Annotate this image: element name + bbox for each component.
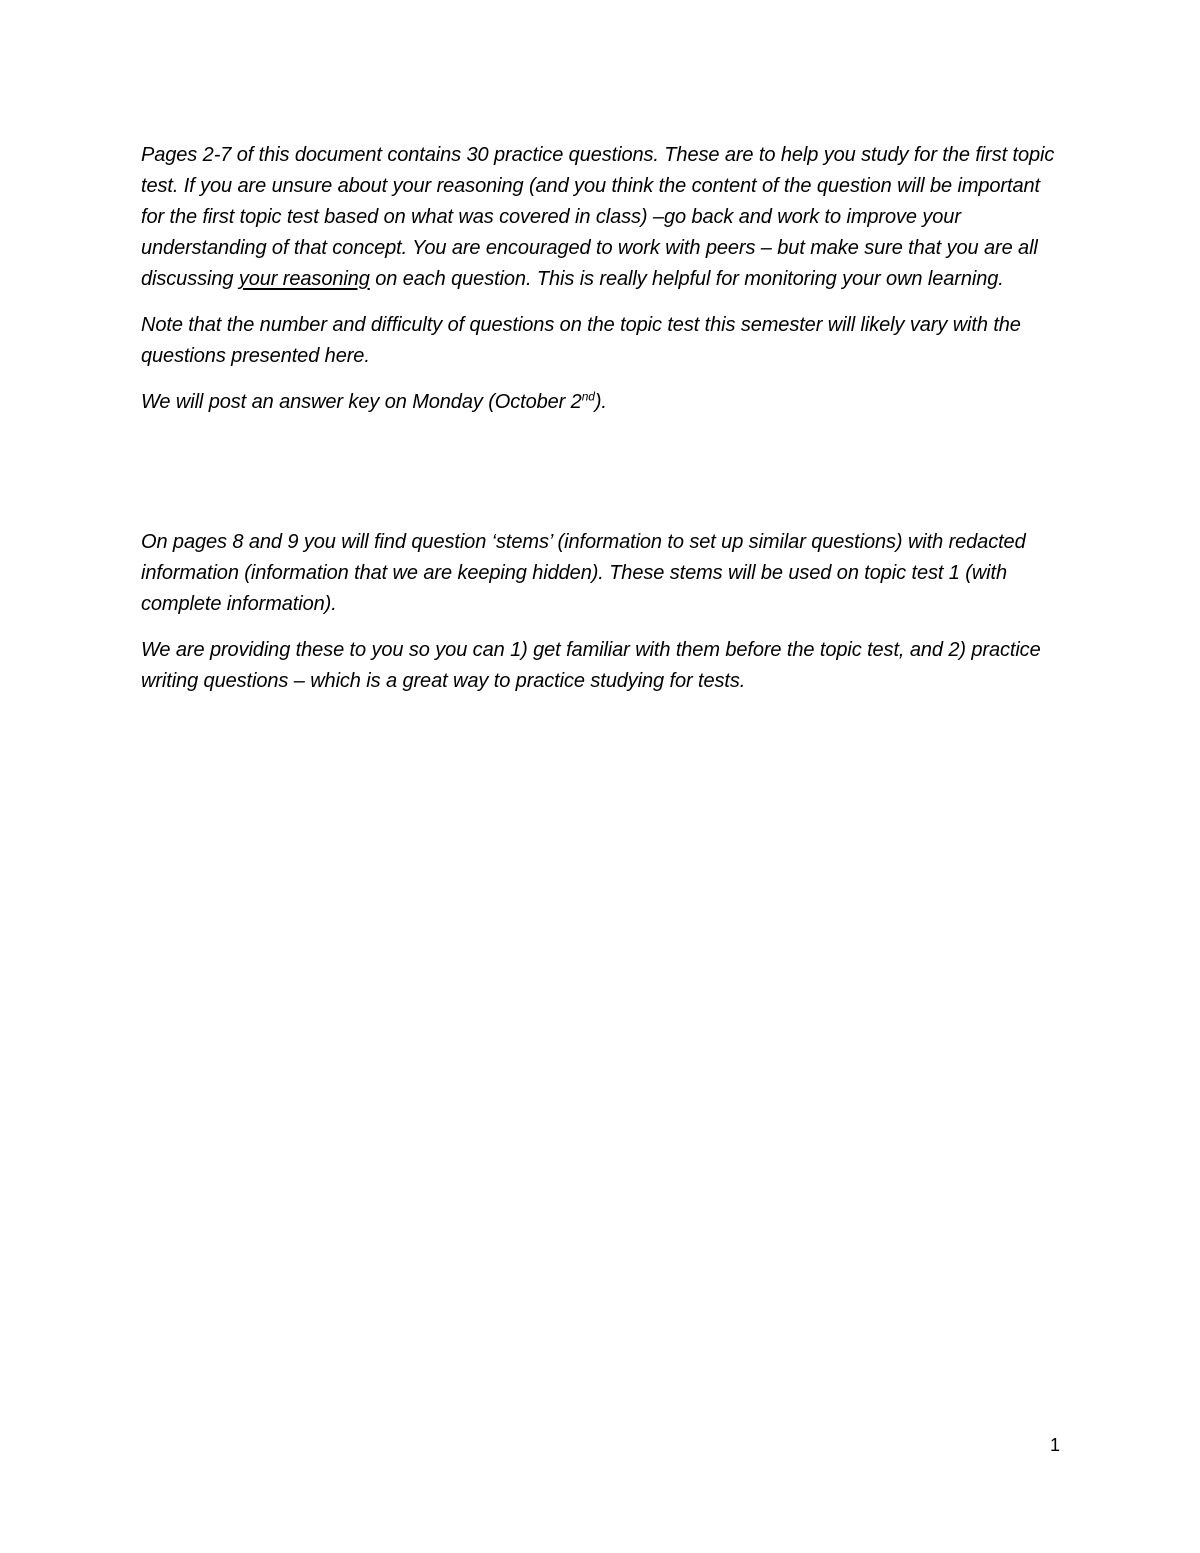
underlined-phrase: your reasoning (238, 268, 370, 290)
page-number: 1 (1049, 1435, 1060, 1455)
paragraph-purpose: We are providing these to you so you can 1) get familiar with them before the topic test, and 2) practice writing questions – which is a great way to practice studying for tests. (141, 639, 1041, 692)
paragraph-note: Note that the number and difficulty of questions on the topic test this semester will likely vary with the questions presented here. (141, 314, 1021, 367)
document-body (141, 140, 1066, 712)
answer-key-text-end: ). (594, 391, 607, 413)
answer-key-text: We will post an answer key on Monday (October 2 (141, 391, 582, 413)
paragraph-intro (141, 140, 1066, 295)
paragraph-answer-key (141, 387, 1066, 418)
paragraph-intro-text-end: on each question. This is really helpful for monitoring your own learning. (369, 268, 1004, 290)
blank-space (141, 433, 1066, 527)
paragraph-intro-text: Pages 2-7 of this document contains 30 practice questions. These are to help you study for the first topic test. If you are unsure about your reasoning (and you think the content of the question will be important for the first topic test based on what was covered in class) –go back and work to improve your understanding of that concept. You are encouraged to work with peers – but make sure that you are all discussing (141, 144, 1055, 290)
paragraph-stems: On pages 8 and 9 you will find question ‘stems’ (information to set up similar questions) with redacted information (information that we are keeping hidden). These stems will be used on topic test 1 (with complete information). (141, 531, 1026, 615)
ordinal-suffix: nd (581, 389, 595, 404)
